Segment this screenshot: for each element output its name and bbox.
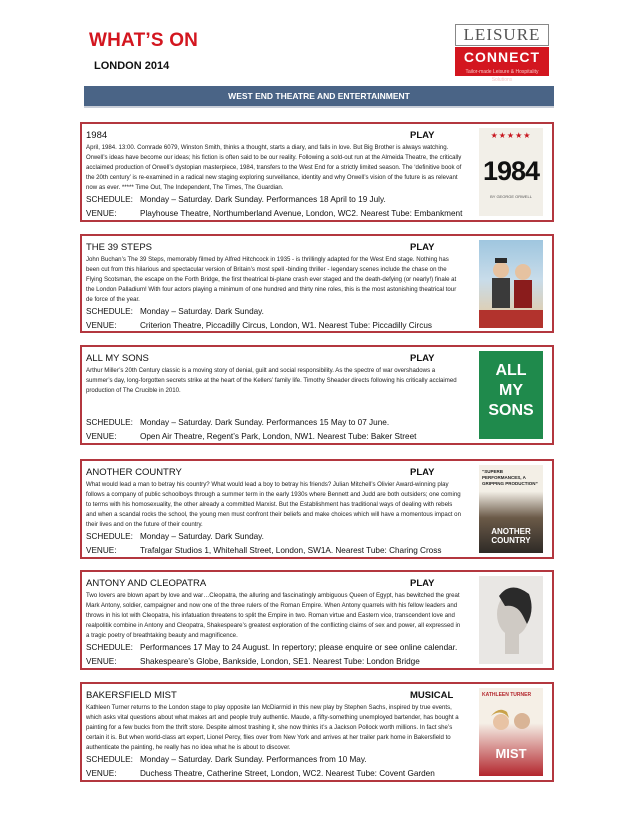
show-title: BAKERSFIELD MIST <box>86 690 177 701</box>
schedule-row <box>86 418 389 427</box>
schedule-label: SCHEDULE: <box>86 307 133 316</box>
section-banner: WEST END THEATRE AND ENTERTAINMENT <box>84 86 554 108</box>
poster-1984 <box>479 128 543 216</box>
venue-row <box>86 769 435 778</box>
show-description: April, 1984. 13:00. Comrade 6079, Winston Smith, thinks a thought, starts a diary, and falls in love. But Big Brother is always watching. Orwell’s ideas have become our ideas; his fiction is often said to be our reality. Following a sold-out run at the Almeida Theatre, the critically acclaimed production of Orwell’s dystopian masterpiece, 1984, transfers to the West End for a strictly limited season. The ‘definitive book of the 20th century’ is re-examined in a radical new staging exploring surveillance, identity and why Orwell’s vision of the future is as relevant now as ever. ***** Time Out, The Independent, The Times, The Guardian. <box>86 144 462 192</box>
venue-row <box>86 657 420 666</box>
show-card-another-country <box>80 459 554 559</box>
show-type: PLAY <box>410 242 435 253</box>
venue-value: Duchess Theatre, Catherine Street, London, WC2. Nearest Tube: Covent Garden <box>140 769 435 778</box>
show-description: What would lead a man to betray his country? What would lead a boy to betray his friends? Julian Mitchell’s Olivier Award-winning play follows a company of public schoolboys through a summer term in the early 1930s where Bennett and Judd are both outsiders; one coming to terms with his homosexuality, the other already a committed Marxist. But the Establishment has traditional ways of dealing with rebels and when a scandal rocks the school, the young men must confront their beliefs and make choices which will have a momentous impact on their lives and on the future of their country. <box>86 481 461 529</box>
page-title: WHAT’S ON <box>89 30 199 51</box>
show-card-1984 <box>80 122 554 222</box>
logo-main-text: CONNECT <box>455 47 549 68</box>
venue-value: Shakespeare’s Globe, Bankside, London, SE1. Nearest Tube: London Bridge <box>140 657 420 666</box>
show-card-all-my-sons <box>80 345 554 445</box>
venue-label: VENUE: <box>86 209 117 218</box>
schedule-label: SCHEDULE: <box>86 532 133 541</box>
venue-row <box>86 546 441 555</box>
venue-label: VENUE: <box>86 432 117 441</box>
show-title: ANOTHER COUNTRY <box>86 467 182 478</box>
schedule-label: SCHEDULE: <box>86 643 133 652</box>
show-title: 1984 <box>86 130 108 141</box>
poster-39-steps <box>479 240 543 328</box>
show-type: MUSICAL <box>410 690 454 701</box>
poster-antony-art <box>479 576 543 664</box>
venue-value: Playhouse Theatre, Northumberland Avenue, London, WC2. Nearest Tube: Embankment <box>140 209 463 218</box>
show-title: THE 39 STEPS <box>86 242 152 253</box>
poster-title: ALL MY SONS <box>488 362 534 419</box>
show-type: PLAY <box>410 578 435 589</box>
show-description: Arthur Miller’s 20th Century classic is a moving story of denial, guilt and social responsibility. As the spectre of war overshadows a summer’s day, long-forgotten secrets strike at the heart of the Kellers’ family life. Timothy Sheader directs following his critically acclaimed production of The Crucible in 2010. <box>86 367 457 395</box>
poster-bakersfield-mist <box>479 688 543 776</box>
poster-title: MIST <box>495 746 527 761</box>
schedule-value: Monday – Saturday. Dark Sunday. Performances 18 April to 19 July. <box>140 195 386 204</box>
show-type: PLAY <box>410 353 435 364</box>
show-title: ALL MY SONS <box>86 353 149 364</box>
poster-title: 1984 <box>482 156 540 186</box>
venue-label: VENUE: <box>86 657 117 666</box>
show-description: John Buchan’s The 39 Steps, memorably filmed by Alfred Hitchcock in 1935 - is thrillingly adapted for the West End stage. Nothing has been cut from this hilarious and spectacular version of Britain’s most spell -binding thriller - legendary scenes include the chase on the Flying Scotsman, the escape on the Forth Bridge, the first theatrical bi-plane crash ever staged and the death-defying (or nearly!) finale at the London Palladium! With four actors playing a minimum of one hundred and thirty nine roles, this is the most astonishing theatrical tour de force of the year. <box>86 256 457 304</box>
schedule-row <box>86 195 386 204</box>
venue-label: VENUE: <box>86 321 117 330</box>
poster-caption: BY GEORGE ORWELL <box>490 194 532 199</box>
venue-label: VENUE: <box>86 769 117 778</box>
poster-quote: “SUPERB PERFORMANCES, A GRIPPING PRODUCTION” <box>482 469 538 486</box>
venue-row <box>86 432 416 441</box>
schedule-row <box>86 755 367 764</box>
poster-star: KATHLEEN TURNER <box>482 692 532 698</box>
schedule-value: Monday – Saturday. Dark Sunday. <box>140 532 264 541</box>
poster-39-steps-art <box>479 240 543 328</box>
venue-label: VENUE: <box>86 546 117 555</box>
schedule-value: Monday – Saturday. Dark Sunday. <box>140 307 264 316</box>
poster-title: ANOTHER COUNTRY <box>491 527 531 545</box>
venue-value: Criterion Theatre, Piccadilly Circus, London, W1. Nearest Tube: Piccadilly Circus <box>140 321 432 330</box>
venue-value: Open Air Theatre, Regent’s Park, London, NW1. Nearest Tube: Baker Street <box>140 432 417 441</box>
show-card-39-steps <box>80 234 554 333</box>
show-description: Two lovers are blown apart by love and war…Cleopatra, the alluring and fascinatingly ambiguous Queen of Egypt, has bewitched the great Mark Antony, soldier, campaigner and now one of the three rulers of the Roman Empire. When Antony quarrels with his fellow leaders and throws in his lot with Cleopatra, his infatuation threatens to split the Empire in two. Roman virtue and Eastern vice, transcendent love and realpolitik combine in Antony and Cleopatra, Shakespeare’s greatest exploration of the conflicting claims of sex and power, all expressed in a tragic poetry of breathtaking beauty and magnificence. <box>86 592 461 640</box>
logo-top-text: LEISURE <box>455 24 549 46</box>
show-type: PLAY <box>410 130 435 141</box>
poster-stars: ★★★★★ <box>490 131 532 140</box>
show-title: ANTONY AND CLEOPATRA <box>86 578 207 589</box>
schedule-value: Performances 17 May to 24 August. In repertory; please enquire or see online calendar. <box>140 643 458 652</box>
page-subtitle: LONDON 2014 <box>94 60 170 72</box>
schedule-value: Monday – Saturday. Dark Sunday. Performances from 10 May. <box>140 755 367 764</box>
poster-all-my-sons <box>479 351 543 439</box>
schedule-row <box>86 307 264 316</box>
show-card-antony-and-cleopatra <box>80 570 554 670</box>
schedule-label: SCHEDULE: <box>86 195 133 204</box>
schedule-value: Monday – Saturday. Dark Sunday. Performances 15 May to 07 June. <box>140 418 390 427</box>
show-type: PLAY <box>410 467 435 478</box>
leisure-connect-logo <box>455 24 549 83</box>
venue-row <box>86 209 462 218</box>
show-card-bakersfield-mist <box>80 682 554 782</box>
logo-tagline: Tailor-made Leisure & Hospitality Solutions <box>455 68 549 76</box>
schedule-row <box>86 532 264 541</box>
venue-value: Trafalgar Studios 1, Whitehall Street, London, SW1A. Nearest Tube: Charing Cross <box>140 546 442 555</box>
poster-another-country <box>479 465 543 553</box>
show-description: Kathleen Turner returns to the London stage to play opposite Ian McDiarmid in this new play by Stephen Sachs, inspired by true events, which asks vital questions about what makes art and people truly authentic. Maude, a fifty-something unemployed bartender, has bought a painting for a few bucks from the thrift store. Despite almost trashing it, she now thinks it’s a Jackson Pollock worth millions. In fact she’s certain it is. But when world-class art expert, Lionel Percy, flies over from New York and arrives at her trailer park home in Bakersfield to authenticate the painting, he really has no idea what he is about to discover. <box>86 704 459 752</box>
poster-bakersfield-art <box>479 688 543 776</box>
schedule-label: SCHEDULE: <box>86 755 133 764</box>
schedule-row <box>86 643 457 652</box>
schedule-label: SCHEDULE: <box>86 418 133 427</box>
poster-antony-and-cleopatra <box>479 576 543 664</box>
venue-row <box>86 321 432 330</box>
